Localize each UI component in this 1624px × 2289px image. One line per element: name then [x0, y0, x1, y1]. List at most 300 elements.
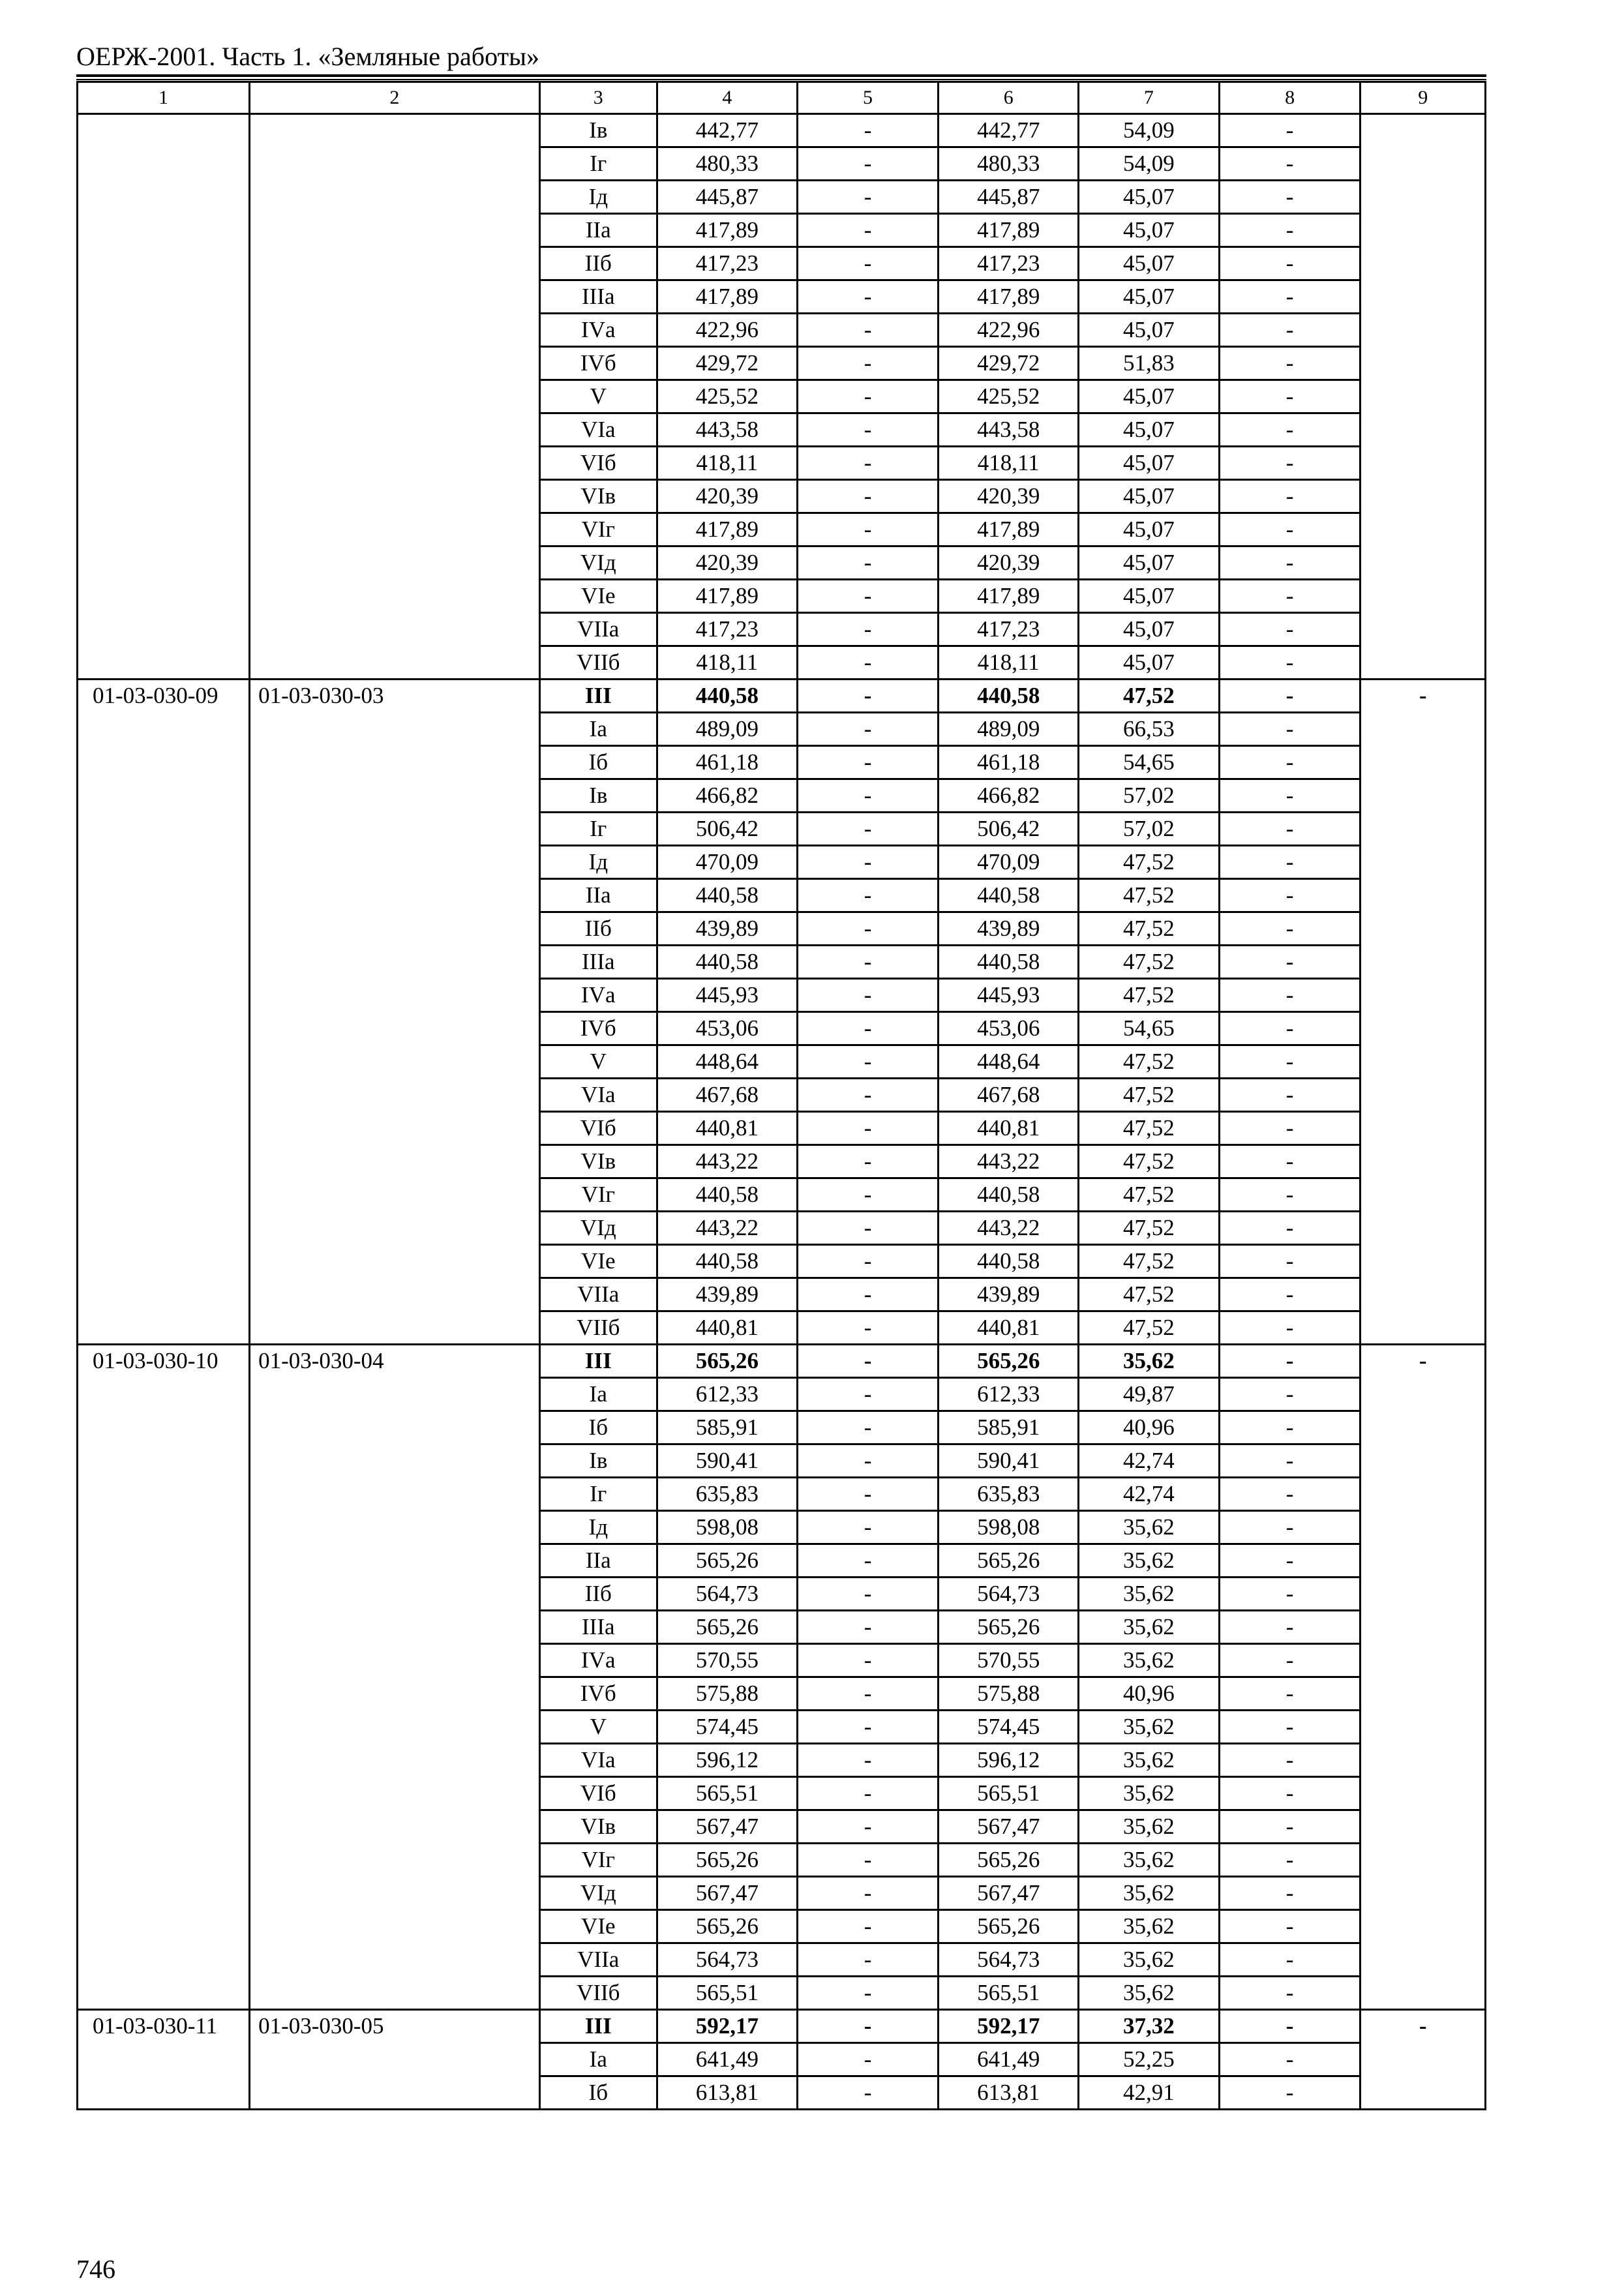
value-col8-cell: -	[1219, 413, 1361, 447]
value-col4-cell: 445,87	[657, 181, 797, 214]
ref-cell: 01-03-030-04	[250, 1345, 540, 2010]
value-col7-cell: 35,62	[1079, 1777, 1220, 1810]
value-col4-cell: 565,51	[657, 1977, 797, 2010]
value-col9-cell	[1361, 114, 1486, 680]
value-col4-cell: 422,96	[657, 314, 797, 347]
value-col4-cell: 442,77	[657, 114, 797, 147]
value-col4-cell: 592,17	[657, 2010, 797, 2043]
value-col6-cell: 440,58	[939, 1245, 1079, 1278]
value-col5-cell: -	[797, 1145, 939, 1178]
value-col8-cell: -	[1219, 1478, 1361, 1511]
value-col7-cell: 47,52	[1079, 680, 1220, 713]
value-col8-cell: -	[1219, 1444, 1361, 1478]
soil-group-cell: VIа	[539, 1744, 657, 1777]
value-col6-cell: 592,17	[939, 2010, 1079, 2043]
value-col5-cell: -	[797, 1112, 939, 1145]
value-col4-cell: 567,47	[657, 1810, 797, 1844]
value-col5-cell: -	[797, 1943, 939, 1977]
value-col6-cell: 425,52	[939, 380, 1079, 413]
value-col7-cell: 35,62	[1079, 1910, 1220, 1943]
value-col7-cell: 42,91	[1079, 2076, 1220, 2110]
soil-group-cell: III	[539, 1345, 657, 1378]
value-col8-cell: -	[1219, 1844, 1361, 1877]
soil-group-cell: III	[539, 680, 657, 713]
soil-group-cell: Iд	[539, 181, 657, 214]
value-col5-cell: -	[797, 1478, 939, 1511]
value-col4-cell: 440,81	[657, 1112, 797, 1145]
value-col7-cell: 35,62	[1079, 1977, 1220, 2010]
value-col8-cell: -	[1219, 1644, 1361, 1677]
code-cell: 01-03-030-11	[78, 2010, 250, 2110]
value-col6-cell: 565,51	[939, 1777, 1079, 1810]
value-col6-cell: 567,47	[939, 1810, 1079, 1844]
soil-group-cell: VIе	[539, 1910, 657, 1943]
value-col7-cell: 35,62	[1079, 1943, 1220, 1977]
value-col8-cell: -	[1219, 2076, 1361, 2110]
table-row-main	[78, 680, 1486, 713]
value-col5-cell: -	[797, 1977, 939, 2010]
soil-group-cell: Iб	[539, 746, 657, 779]
value-col4-cell: 417,23	[657, 247, 797, 280]
value-col5-cell: -	[797, 1012, 939, 1045]
value-col6-cell: 440,58	[939, 1178, 1079, 1212]
column-number: 6	[939, 82, 1079, 114]
value-col6-cell: 429,72	[939, 347, 1079, 380]
value-col4-cell: 418,11	[657, 646, 797, 680]
value-col7-cell: 49,87	[1079, 1378, 1220, 1411]
value-col5-cell: -	[797, 1910, 939, 1943]
value-col6-cell: 570,55	[939, 1644, 1079, 1677]
soil-group-cell: VIг	[539, 1178, 657, 1212]
value-col8-cell: -	[1219, 1345, 1361, 1378]
value-col7-cell: 45,07	[1079, 280, 1220, 314]
value-col7-cell: 45,07	[1079, 247, 1220, 280]
value-col4-cell: 564,73	[657, 1943, 797, 1977]
value-col5-cell: -	[797, 1844, 939, 1877]
value-col8-cell: -	[1219, 979, 1361, 1012]
value-col5-cell: -	[797, 1544, 939, 1578]
table-row-main	[78, 1345, 1486, 1378]
value-col6-cell: 565,26	[939, 1844, 1079, 1877]
value-col8-cell: -	[1219, 1877, 1361, 1910]
value-col5-cell: -	[797, 1045, 939, 1079]
value-col4-cell: 575,88	[657, 1677, 797, 1711]
value-col5-cell: -	[797, 813, 939, 846]
value-col4-cell: 420,39	[657, 546, 797, 580]
soil-group-cell: VIIа	[539, 613, 657, 646]
value-col4-cell: 565,26	[657, 1910, 797, 1943]
soil-group-cell: VIб	[539, 1777, 657, 1810]
value-col4-cell: 417,89	[657, 280, 797, 314]
soil-group-cell: VIа	[539, 413, 657, 447]
soil-group-cell: Iб	[539, 2076, 657, 2110]
value-col6-cell: 443,58	[939, 413, 1079, 447]
soil-group-cell: IIа	[539, 879, 657, 912]
soil-group-cell: IVб	[539, 1677, 657, 1711]
value-col7-cell: 35,62	[1079, 1578, 1220, 1611]
soil-group-cell: Iв	[539, 114, 657, 147]
column-number: 1	[78, 82, 250, 114]
value-col8-cell: -	[1219, 1744, 1361, 1777]
value-col4-cell: 429,72	[657, 347, 797, 380]
soil-group-cell: Iг	[539, 147, 657, 181]
value-col8-cell: -	[1219, 1511, 1361, 1544]
value-col7-cell: 47,52	[1079, 1212, 1220, 1245]
value-col4-cell: 440,58	[657, 946, 797, 979]
value-col8-cell: -	[1219, 1711, 1361, 1744]
value-col7-cell: 47,52	[1079, 1278, 1220, 1311]
value-col8-cell: -	[1219, 613, 1361, 646]
value-col5-cell: -	[797, 680, 939, 713]
value-col6-cell: 575,88	[939, 1677, 1079, 1711]
value-col4-cell: 425,52	[657, 380, 797, 413]
value-col7-cell: 47,52	[1079, 1112, 1220, 1145]
value-col7-cell: 45,07	[1079, 513, 1220, 546]
value-col4-cell: 448,64	[657, 1045, 797, 1079]
value-col6-cell: 466,82	[939, 779, 1079, 813]
soil-group-cell: Iа	[539, 2043, 657, 2076]
value-col5-cell: -	[797, 912, 939, 946]
value-col7-cell: 35,62	[1079, 1810, 1220, 1844]
value-col4-cell: 440,58	[657, 1178, 797, 1212]
value-col6-cell: 448,64	[939, 1045, 1079, 1079]
rates-table	[76, 81, 1486, 2110]
value-col7-cell: 47,52	[1079, 946, 1220, 979]
soil-group-cell: VIд	[539, 546, 657, 580]
value-col7-cell: 35,62	[1079, 1711, 1220, 1744]
value-col7-cell: 35,62	[1079, 1877, 1220, 1910]
value-col5-cell: -	[797, 1278, 939, 1311]
value-col7-cell: 54,09	[1079, 114, 1220, 147]
value-col6-cell: 453,06	[939, 1012, 1079, 1045]
soil-group-cell: V	[539, 1711, 657, 1744]
value-col4-cell: 565,26	[657, 1611, 797, 1644]
value-col7-cell: 42,74	[1079, 1478, 1220, 1511]
page-number: 746	[76, 2254, 115, 2284]
value-col6-cell: 565,26	[939, 1544, 1079, 1578]
value-col5-cell: -	[797, 314, 939, 347]
soil-group-cell: Iа	[539, 713, 657, 746]
value-col4-cell: 467,68	[657, 1079, 797, 1112]
value-col6-cell: 420,39	[939, 480, 1079, 513]
value-col5-cell: -	[797, 946, 939, 979]
value-col4-cell: 443,58	[657, 413, 797, 447]
value-col4-cell: 635,83	[657, 1478, 797, 1511]
value-col7-cell: 47,52	[1079, 1045, 1220, 1079]
value-col4-cell: 585,91	[657, 1411, 797, 1444]
value-col8-cell: -	[1219, 1178, 1361, 1212]
value-col5-cell: -	[797, 1345, 939, 1378]
value-col5-cell: -	[797, 1777, 939, 1810]
column-number: 3	[539, 82, 657, 114]
value-col7-cell: 47,52	[1079, 979, 1220, 1012]
value-col5-cell: -	[797, 1444, 939, 1478]
value-col7-cell: 66,53	[1079, 713, 1220, 746]
value-col8-cell: -	[1219, 846, 1361, 879]
value-col8-cell: -	[1219, 2010, 1361, 2043]
value-col6-cell: 470,09	[939, 846, 1079, 879]
value-col8-cell: -	[1219, 1079, 1361, 1112]
value-col4-cell: 417,89	[657, 214, 797, 247]
value-col6-cell: 641,49	[939, 2043, 1079, 2076]
value-col9-cell: -	[1361, 2010, 1486, 2110]
value-col8-cell: -	[1219, 912, 1361, 946]
value-col6-cell: 489,09	[939, 713, 1079, 746]
value-col4-cell: 440,58	[657, 680, 797, 713]
soil-group-cell: VIIб	[539, 1977, 657, 2010]
ref-cell: 01-03-030-03	[250, 680, 540, 1345]
value-col4-cell: 574,45	[657, 1711, 797, 1744]
value-col7-cell: 47,52	[1079, 1245, 1220, 1278]
value-col6-cell: 417,89	[939, 280, 1079, 314]
value-col6-cell: 635,83	[939, 1478, 1079, 1511]
ref-cell-empty	[250, 114, 540, 680]
column-number: 9	[1361, 82, 1486, 114]
value-col8-cell: -	[1219, 114, 1361, 147]
value-col4-cell: 453,06	[657, 1012, 797, 1045]
value-col4-cell: 590,41	[657, 1444, 797, 1478]
value-col5-cell: -	[797, 2010, 939, 2043]
soil-group-cell: VIб	[539, 1112, 657, 1145]
value-col5-cell: -	[797, 147, 939, 181]
value-col6-cell: 467,68	[939, 1079, 1079, 1112]
value-col7-cell: 45,07	[1079, 546, 1220, 580]
value-col7-cell: 45,07	[1079, 646, 1220, 680]
value-col8-cell: -	[1219, 380, 1361, 413]
value-col5-cell: -	[797, 646, 939, 680]
value-col4-cell: 443,22	[657, 1145, 797, 1178]
value-col4-cell: 565,51	[657, 1777, 797, 1810]
soil-group-cell: Iа	[539, 1378, 657, 1411]
value-col7-cell: 35,62	[1079, 1345, 1220, 1378]
value-col6-cell: 418,11	[939, 447, 1079, 480]
soil-group-cell: Iг	[539, 813, 657, 846]
value-col4-cell: 567,47	[657, 1877, 797, 1910]
value-col6-cell: 440,58	[939, 879, 1079, 912]
value-col4-cell: 506,42	[657, 813, 797, 846]
value-col7-cell: 45,07	[1079, 613, 1220, 646]
soil-group-cell: VIа	[539, 1079, 657, 1112]
value-col7-cell: 45,07	[1079, 181, 1220, 214]
value-col7-cell: 45,07	[1079, 380, 1220, 413]
value-col7-cell: 47,52	[1079, 1145, 1220, 1178]
value-col7-cell: 47,52	[1079, 879, 1220, 912]
value-col5-cell: -	[797, 713, 939, 746]
soil-group-cell: IVа	[539, 1644, 657, 1677]
value-col8-cell: -	[1219, 1777, 1361, 1810]
value-col8-cell: -	[1219, 1544, 1361, 1578]
value-col5-cell: -	[797, 380, 939, 413]
value-col8-cell: -	[1219, 1378, 1361, 1411]
value-col5-cell: -	[797, 181, 939, 214]
value-col8-cell: -	[1219, 646, 1361, 680]
soil-group-cell: VIв	[539, 480, 657, 513]
value-col4-cell: 565,26	[657, 1345, 797, 1378]
table-row	[78, 114, 1486, 147]
value-col7-cell: 35,62	[1079, 1844, 1220, 1877]
value-col4-cell: 489,09	[657, 713, 797, 746]
value-col4-cell: 418,11	[657, 447, 797, 480]
value-col6-cell: 461,18	[939, 746, 1079, 779]
value-col4-cell: 613,81	[657, 2076, 797, 2110]
soil-group-cell: VIв	[539, 1145, 657, 1178]
value-col7-cell: 40,96	[1079, 1411, 1220, 1444]
value-col5-cell: -	[797, 1378, 939, 1411]
value-col8-cell: -	[1219, 2043, 1361, 2076]
value-col4-cell: 564,73	[657, 1578, 797, 1611]
value-col8-cell: -	[1219, 181, 1361, 214]
value-col5-cell: -	[797, 413, 939, 447]
value-col6-cell: 445,93	[939, 979, 1079, 1012]
value-col5-cell: -	[797, 2043, 939, 2076]
value-col6-cell: 506,42	[939, 813, 1079, 846]
value-col5-cell: -	[797, 1877, 939, 1910]
code-cell: 01-03-030-10	[78, 1345, 250, 2010]
value-col8-cell: -	[1219, 513, 1361, 546]
value-col5-cell: -	[797, 879, 939, 912]
value-col6-cell: 440,58	[939, 680, 1079, 713]
value-col8-cell: -	[1219, 1943, 1361, 1977]
soil-group-cell: VIIа	[539, 1278, 657, 1311]
value-col6-cell: 574,45	[939, 1711, 1079, 1744]
value-col7-cell: 52,25	[1079, 2043, 1220, 2076]
value-col6-cell: 612,33	[939, 1378, 1079, 1411]
value-col5-cell: -	[797, 2076, 939, 2110]
soil-group-cell: VIб	[539, 447, 657, 480]
value-col5-cell: -	[797, 347, 939, 380]
value-col7-cell: 37,32	[1079, 2010, 1220, 2043]
value-col6-cell: 443,22	[939, 1212, 1079, 1245]
value-col7-cell: 35,62	[1079, 1544, 1220, 1578]
value-col4-cell: 480,33	[657, 147, 797, 181]
soil-group-cell: Iд	[539, 846, 657, 879]
header-rule-thin	[76, 79, 1486, 80]
value-col7-cell: 35,62	[1079, 1644, 1220, 1677]
soil-group-cell: V	[539, 1045, 657, 1079]
value-col7-cell: 45,07	[1079, 447, 1220, 480]
soil-group-cell: IVа	[539, 979, 657, 1012]
value-col6-cell: 565,51	[939, 1977, 1079, 2010]
value-col6-cell: 567,47	[939, 1877, 1079, 1910]
table-row-main	[78, 2010, 1486, 2043]
column-number: 4	[657, 82, 797, 114]
soil-group-cell: IIб	[539, 1578, 657, 1611]
value-col5-cell: -	[797, 1711, 939, 1744]
value-col6-cell: 439,89	[939, 1278, 1079, 1311]
value-col5-cell: -	[797, 1611, 939, 1644]
code-cell: 01-03-030-09	[78, 680, 250, 1345]
value-col6-cell: 564,73	[939, 1578, 1079, 1611]
value-col8-cell: -	[1219, 147, 1361, 181]
value-col7-cell: 47,52	[1079, 846, 1220, 879]
value-col8-cell: -	[1219, 713, 1361, 746]
value-col5-cell: -	[797, 1744, 939, 1777]
value-col5-cell: -	[797, 214, 939, 247]
value-col7-cell: 45,07	[1079, 413, 1220, 447]
value-col7-cell: 47,52	[1079, 912, 1220, 946]
value-col8-cell: -	[1219, 1278, 1361, 1311]
value-col8-cell: -	[1219, 1977, 1361, 2010]
value-col7-cell: 54,09	[1079, 147, 1220, 181]
value-col6-cell: 418,11	[939, 646, 1079, 680]
value-col8-cell: -	[1219, 1012, 1361, 1045]
value-col5-cell: -	[797, 779, 939, 813]
value-col6-cell: 598,08	[939, 1511, 1079, 1544]
value-col5-cell: -	[797, 280, 939, 314]
value-col8-cell: -	[1219, 546, 1361, 580]
value-col6-cell: 445,87	[939, 181, 1079, 214]
value-col8-cell: -	[1219, 1677, 1361, 1711]
value-col5-cell: -	[797, 1511, 939, 1544]
value-col5-cell: -	[797, 247, 939, 280]
value-col5-cell: -	[797, 846, 939, 879]
value-col7-cell: 35,62	[1079, 1611, 1220, 1644]
value-col6-cell: 565,26	[939, 1611, 1079, 1644]
value-col6-cell: 564,73	[939, 1943, 1079, 1977]
soil-group-cell: VIе	[539, 1245, 657, 1278]
value-col8-cell: -	[1219, 1311, 1361, 1345]
value-col4-cell: 417,89	[657, 580, 797, 613]
column-number: 5	[797, 82, 939, 114]
column-number: 8	[1219, 82, 1361, 114]
soil-group-cell: VIг	[539, 513, 657, 546]
soil-group-cell: IVа	[539, 314, 657, 347]
value-col4-cell: 439,89	[657, 912, 797, 946]
value-col8-cell: -	[1219, 447, 1361, 480]
value-col5-cell: -	[797, 580, 939, 613]
value-col6-cell: 613,81	[939, 2076, 1079, 2110]
value-col6-cell: 422,96	[939, 314, 1079, 347]
value-col8-cell: -	[1219, 1245, 1361, 1278]
soil-group-cell: VIд	[539, 1212, 657, 1245]
soil-group-cell: IIб	[539, 912, 657, 946]
value-col6-cell: 439,89	[939, 912, 1079, 946]
value-col6-cell: 440,81	[939, 1112, 1079, 1145]
soil-group-cell: VIIа	[539, 1943, 657, 1977]
soil-group-cell: Iг	[539, 1478, 657, 1511]
value-col4-cell: 439,89	[657, 1278, 797, 1311]
soil-group-cell: V	[539, 380, 657, 413]
value-col5-cell: -	[797, 1178, 939, 1212]
value-col8-cell: -	[1219, 480, 1361, 513]
value-col6-cell: 590,41	[939, 1444, 1079, 1478]
value-col4-cell: 466,82	[657, 779, 797, 813]
soil-group-cell: IVб	[539, 347, 657, 380]
page-header-title: ОЕРЖ-2001. Часть 1. «Земляные работы»	[76, 42, 539, 71]
value-col5-cell: -	[797, 1810, 939, 1844]
value-col5-cell: -	[797, 1212, 939, 1245]
value-col4-cell: 440,58	[657, 879, 797, 912]
value-col8-cell: -	[1219, 214, 1361, 247]
value-col7-cell: 45,07	[1079, 214, 1220, 247]
soil-group-cell: VIв	[539, 1810, 657, 1844]
value-col8-cell: -	[1219, 879, 1361, 912]
ref-cell: 01-03-030-05	[250, 2010, 540, 2110]
value-col4-cell: 596,12	[657, 1744, 797, 1777]
soil-group-cell: III	[539, 2010, 657, 2043]
value-col8-cell: -	[1219, 1810, 1361, 1844]
value-col7-cell: 35,62	[1079, 1511, 1220, 1544]
value-col5-cell: -	[797, 1079, 939, 1112]
value-col4-cell: 570,55	[657, 1644, 797, 1677]
value-col6-cell: 417,89	[939, 580, 1079, 613]
value-col5-cell: -	[797, 1311, 939, 1345]
value-col7-cell: 45,07	[1079, 314, 1220, 347]
value-col8-cell: -	[1219, 1212, 1361, 1245]
value-col6-cell: 417,89	[939, 513, 1079, 546]
value-col6-cell: 420,39	[939, 546, 1079, 580]
soil-group-cell: IIа	[539, 214, 657, 247]
